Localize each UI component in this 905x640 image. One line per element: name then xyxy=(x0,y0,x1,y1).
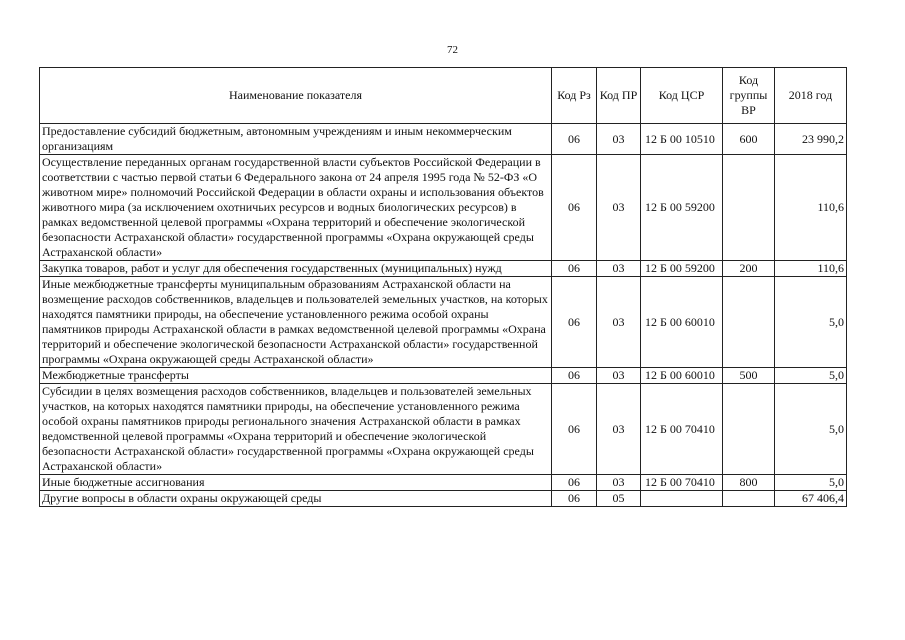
row-csr: 12 Б 00 70410 xyxy=(641,475,723,491)
row-amount: 5,0 xyxy=(775,384,847,475)
budget-table xyxy=(39,67,847,507)
table-row xyxy=(40,124,847,155)
header-csr: Код ЦСР xyxy=(641,68,723,124)
row-csr: 12 Б 00 59200 xyxy=(641,261,723,277)
table-row xyxy=(40,277,847,368)
header-year: 2018 год xyxy=(775,68,847,124)
row-amount: 23 990,2 xyxy=(775,124,847,155)
table-row xyxy=(40,368,847,384)
row-amount: 5,0 xyxy=(775,368,847,384)
row-csr: 12 Б 00 60010 xyxy=(641,368,723,384)
row-name: Иные межбюджетные трансферты муниципальным образованиям Астраханской области на возмещение расходов собственников, владельцев и пользователей земельных участков, на которых находятся памятники природы, на обеспечение установленного режима особой охраны памятников природы Астраханской области в рамках ведомственной целевой программы «Охрана территорий и обеспечение экологической безопасности Астраханской области» государственной программы «Охрана окружающей среды Астраханской области» xyxy=(40,277,552,368)
row-vr: 500 xyxy=(723,368,775,384)
page-number: 72 xyxy=(447,44,458,56)
row-rz: 06 xyxy=(552,124,597,155)
row-pr: 03 xyxy=(597,384,641,475)
row-rz: 06 xyxy=(552,475,597,491)
row-pr: 03 xyxy=(597,155,641,261)
header-rz: Код Рз xyxy=(552,68,597,124)
row-name: Закупка товаров, работ и услуг для обеспечения государственных (муниципальных) нужд xyxy=(40,261,552,277)
table-header-row xyxy=(40,68,847,124)
row-csr: 12 Б 00 60010 xyxy=(641,277,723,368)
row-amount: 5,0 xyxy=(775,277,847,368)
row-pr: 03 xyxy=(597,277,641,368)
row-pr: 05 xyxy=(597,491,641,507)
row-amount: 67 406,4 xyxy=(775,491,847,507)
row-csr: 12 Б 00 10510 xyxy=(641,124,723,155)
row-csr: 12 Б 00 70410 xyxy=(641,384,723,475)
row-rz: 06 xyxy=(552,368,597,384)
header-pr: Код ПР xyxy=(597,68,641,124)
row-amount: 110,6 xyxy=(775,261,847,277)
row-rz: 06 xyxy=(552,277,597,368)
row-vr xyxy=(723,384,775,475)
row-rz: 06 xyxy=(552,261,597,277)
row-name: Иные бюджетные ассигнования xyxy=(40,475,552,491)
row-vr: 200 xyxy=(723,261,775,277)
row-name: Предоставление субсидий бюджетным, автономным учреждениям и иным некоммерческим организациям xyxy=(40,124,552,155)
row-vr: 600 xyxy=(723,124,775,155)
row-pr: 03 xyxy=(597,124,641,155)
table-row xyxy=(40,155,847,261)
row-pr: 03 xyxy=(597,261,641,277)
table-row xyxy=(40,491,847,507)
row-name: Субсидии в целях возмещения расходов собственников, владельцев и пользователей земельных участков, на которых находятся памятники природы, на обеспечение установленного режима особой охраны памятников природы регионального значения Астраханской области в рамках ведомственной целевой программы «Охрана территорий и обеспечение экологической безопасности Астраханской области» государственной программы «Охрана окружающей среды Астраханской области» xyxy=(40,384,552,475)
header-vr: Код группы ВР xyxy=(723,68,775,124)
row-rz: 06 xyxy=(552,155,597,261)
row-name: Другие вопросы в области охраны окружающей среды xyxy=(40,491,552,507)
row-vr: 800 xyxy=(723,475,775,491)
header-name: Наименование показателя xyxy=(40,68,552,124)
row-vr xyxy=(723,277,775,368)
row-name: Осуществление переданных органам государственной власти субъектов Российской Федерации в соответствии с частью первой статьи 6 Федерального закона от 24 апреля 1995 года № 52-ФЗ «О животном мире» полномочий Российской Федерации в области охраны и использования объектов животного мира (за исключением охотничьих ресурсов и водных биологических ресурсов) в рамках ведомственной целевой программы «Охрана территорий и обеспечение экологической безопасности Астраханской области» государственной программы «Охрана окружающей среды Астраханской области» xyxy=(40,155,552,261)
row-amount: 5,0 xyxy=(775,475,847,491)
row-csr: 12 Б 00 59200 xyxy=(641,155,723,261)
row-rz: 06 xyxy=(552,491,597,507)
row-vr xyxy=(723,491,775,507)
table-row xyxy=(40,384,847,475)
table-row xyxy=(40,261,847,277)
row-csr xyxy=(641,491,723,507)
row-rz: 06 xyxy=(552,384,597,475)
row-pr: 03 xyxy=(597,475,641,491)
table-row xyxy=(40,475,847,491)
row-name: Межбюджетные трансферты xyxy=(40,368,552,384)
row-amount: 110,6 xyxy=(775,155,847,261)
row-vr xyxy=(723,155,775,261)
row-pr: 03 xyxy=(597,368,641,384)
